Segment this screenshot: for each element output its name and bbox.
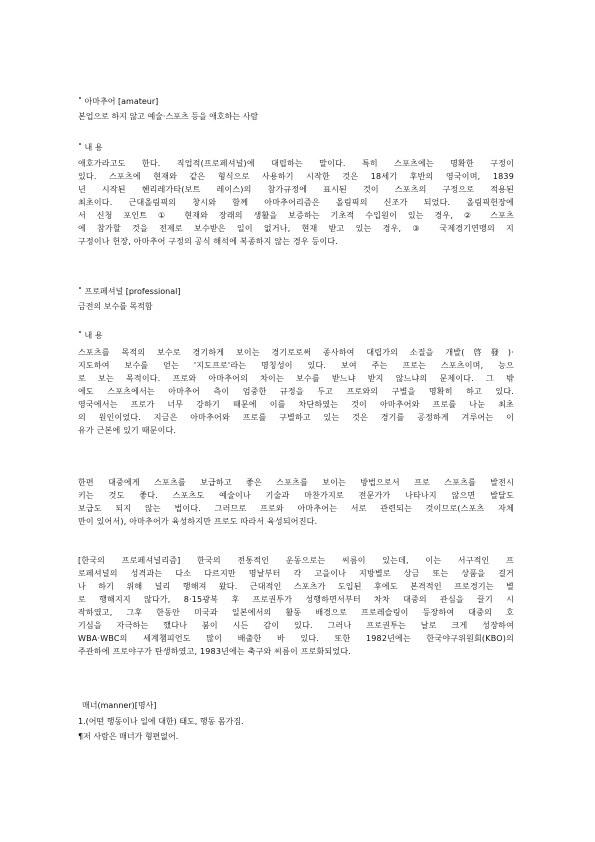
text-line: [한국의 프로페셔널리즘] 한국의 전통적인 운동으로는 씨름이 있는데, 이는 서구적인 프 [78,556,514,565]
text-line: 구정이나 헌장, 아마추어 구정의 공식 해석에 복종하지 않는 경우 등이다. [78,237,339,246]
text-line: 서 신청 포인트 ① 현재와 장래의 생활을 보증하는 기초적 수입원이 있는 경우, ② 스포츠 [78,211,514,220]
text-line: 로 보는 목적이다. 프로와 아마추어의 차이는 보수를 받느냐 받지 않느냐의 문제이다. 그 밖 [78,374,514,383]
professional-paragraph-1 [78,346,514,437]
text-line: 지도하여 보수를 얻는 '지도프로'라는 명칭성이 있다. 보여 주는 프로는 스포츠이며, 능으 [78,361,514,370]
manner-definition: 1.(어떤 행동이나 일에 대한) 태도, 행동 몸가짐. [78,717,244,726]
professional-paragraph-3 [78,554,514,658]
text-line: 스포츠를 목적의 보수로 경기하게 보이는 경기로로써 종사하여 대립가의 소질을 개발(啓發)· [78,348,514,357]
text-line: 에도 스포츠에서는 아마추어 측이 엄중한 규정을 두고 프로와의 구별을 명확히 하고 있다. [78,387,514,396]
amateur-title: ˚ 아마추어 [amateur] [78,97,159,106]
professional-definition: 금전의 보수를 목적함 [78,302,153,311]
text-line: 애호가라고도 한다. 직업적(프로페셔널)에 대립하는 말이다. 특히 스포츠에는 명확한 구정이 [78,159,514,168]
manner-title: 매너(manner)[명사] [82,701,157,710]
text-line: 로페셔널의 성격과는 다소 다르지만 명날부터 각 고을이나 지방별로 상금 또는 상품을 걸거 [78,569,514,578]
text-line: 로 행해지지 않다가, 8·15광복 후 프로권투가 성행하면서부터 차차 대중의 관심을 끌기 시 [78,595,514,604]
text-line: 한편 대중에게 스포츠를 보급하고 좋은 스포츠를 보이는 방법으로서 프로 스포츠를 발전시 [78,478,514,487]
text-line: 에 참가할 것을 전제로 보수받은 일이 없거나, 현재 받고 있는 경우, ③ 국제경기연맹의 지 [78,224,514,233]
amateur-definition: 본업으로 하지 않고 예술·스포츠 등을 애호하는 사람 [78,112,259,121]
professional-title: ˚ 프로페셔널 [professional] [78,287,181,296]
professional-content-heading: ˚ 내 용 [78,331,103,340]
text-line: 기심을 자극하는 했다나 붐이 시든 감이 있다. 그러나 프로권투는 날로 크게 성장하여 [78,621,514,630]
text-line: 있다. 스포츠에 현재와 같은 형식으로 사용하기 시작한 것은 18세기 후반의 영국이며, 1839 [78,172,514,181]
text-line: 보급도 되지 않는 법이다. 그러므로 프로와 아마추어는 서로 관련되는 것이므로(스포츠 자체 [78,504,514,513]
text-line: 나 하기 위해 널리 행해져 왔다. 근대적인 스포츠가 도입된 후에도 본격적인 프로경기는 별 [78,582,514,591]
text-line: 유가 근본에 있기 때문이다. [78,426,177,435]
text-line: 의 원인이었다. 지금은 아마추어와 프로를 구별하고 있는 것은 경기를 공정하게 겨루어는 이 [78,413,514,422]
text-line: 최초이다. 근대올림픽의 창시와 함께 아마추어리즘은 올림픽의 신조가 되었다. 올림픽헌장에 [78,198,514,207]
amateur-paragraph [78,157,514,248]
text-line: WBA·WBC의 세계챔피언도 많이 배출한 바 있다. 또한 1982년에는 한국야구위원회(KBO)의 [78,634,514,643]
text-line: 키는 것도 좋다. 스포츠도 예술이나 기술과 마찬가지로 전문가가 나타나지 않으면 발달도 [78,491,514,500]
manner-example: ¶저 사람은 매너가 형편없어. [78,732,179,741]
text-line: 영국에서는 프로가 너무 강하기 때문에 이를 차단하였는 것이 아마추어와 프로를 나눈 최초 [78,400,514,409]
text-line: 년 시작된 헨리레가타(보트 레이스)의 참가규정에 표시된 것이 스포츠의 구정으로 적용된 [78,185,514,194]
text-line: 작하였고, 그후 한동안 미국과 일본에서의 활동 배경으로 프로레슬링이 등장하여 대중의 호 [78,608,514,617]
text-line: 주관하에 프로야구가 탄생하였고, 1983년에는 축구와 씨름이 프로화되었다. [78,647,352,656]
professional-paragraph-2 [78,476,514,528]
text-line: 만이 있어서), 아마추어가 육성하지만 프로도 따라서 육성되어진다. [78,517,318,526]
amateur-content-heading: ˚ 내 용 [78,143,103,152]
